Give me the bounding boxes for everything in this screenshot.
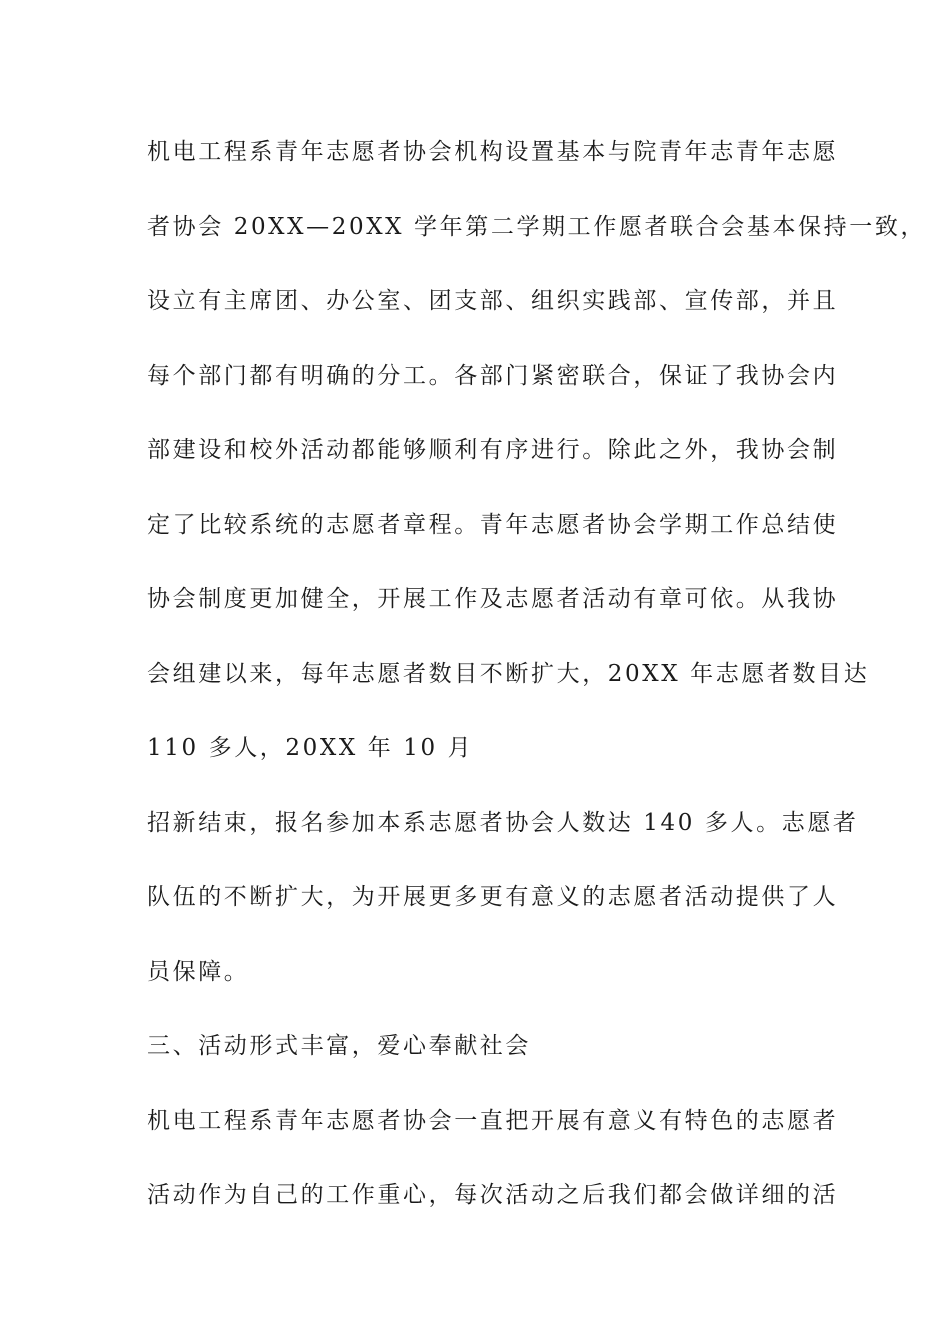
paragraph-line: 招新结束，报名参加本系志愿者协会人数达 140 多人。志愿者: [147, 810, 859, 836]
paragraph-line: 活动作为自己的工作重心，每次活动之后我们都会做详细的活: [147, 1182, 839, 1208]
paragraph-line: 机电工程系青年志愿者协会机构设置基本与院青年志青年志愿: [147, 139, 839, 165]
paragraph-line: 员保障。: [147, 959, 250, 985]
paragraph-line: 定了比较系统的志愿者章程。青年志愿者协会学期工作总结使: [147, 512, 839, 538]
paragraph-line: 机电工程系青年志愿者协会一直把开展有意义有特色的志愿者: [147, 1108, 839, 1134]
paragraph-line: 设立有主席团、办公室、团支部、组织实践部、宣传部，并且: [147, 288, 839, 314]
paragraph-line: 会组建以来，每年志愿者数目不断扩大，20XX 年志愿者数目达: [147, 661, 870, 687]
paragraph-line: 每个部门都有明确的分工。各部门紧密联合，保证了我协会内: [147, 363, 839, 389]
paragraph-line: 110 多人，20XX 年 10 月: [147, 735, 474, 761]
paragraph-line: 部建设和校外活动都能够顺利有序进行。除此之外，我协会制: [147, 437, 839, 463]
paragraph-line: 队伍的不断扩大，为开展更多更有意义的志愿者活动提供了人: [147, 884, 839, 910]
section-heading: 三、活动形式丰富，爱心奉献社会: [147, 1033, 531, 1059]
paragraph-line: 者协会 20XX—20XX 学年第二学期工作愿者联合会基本保持一致，: [147, 214, 927, 240]
paragraph-line: 协会制度更加健全，开展工作及志愿者活动有章可依。从我协: [147, 586, 839, 612]
